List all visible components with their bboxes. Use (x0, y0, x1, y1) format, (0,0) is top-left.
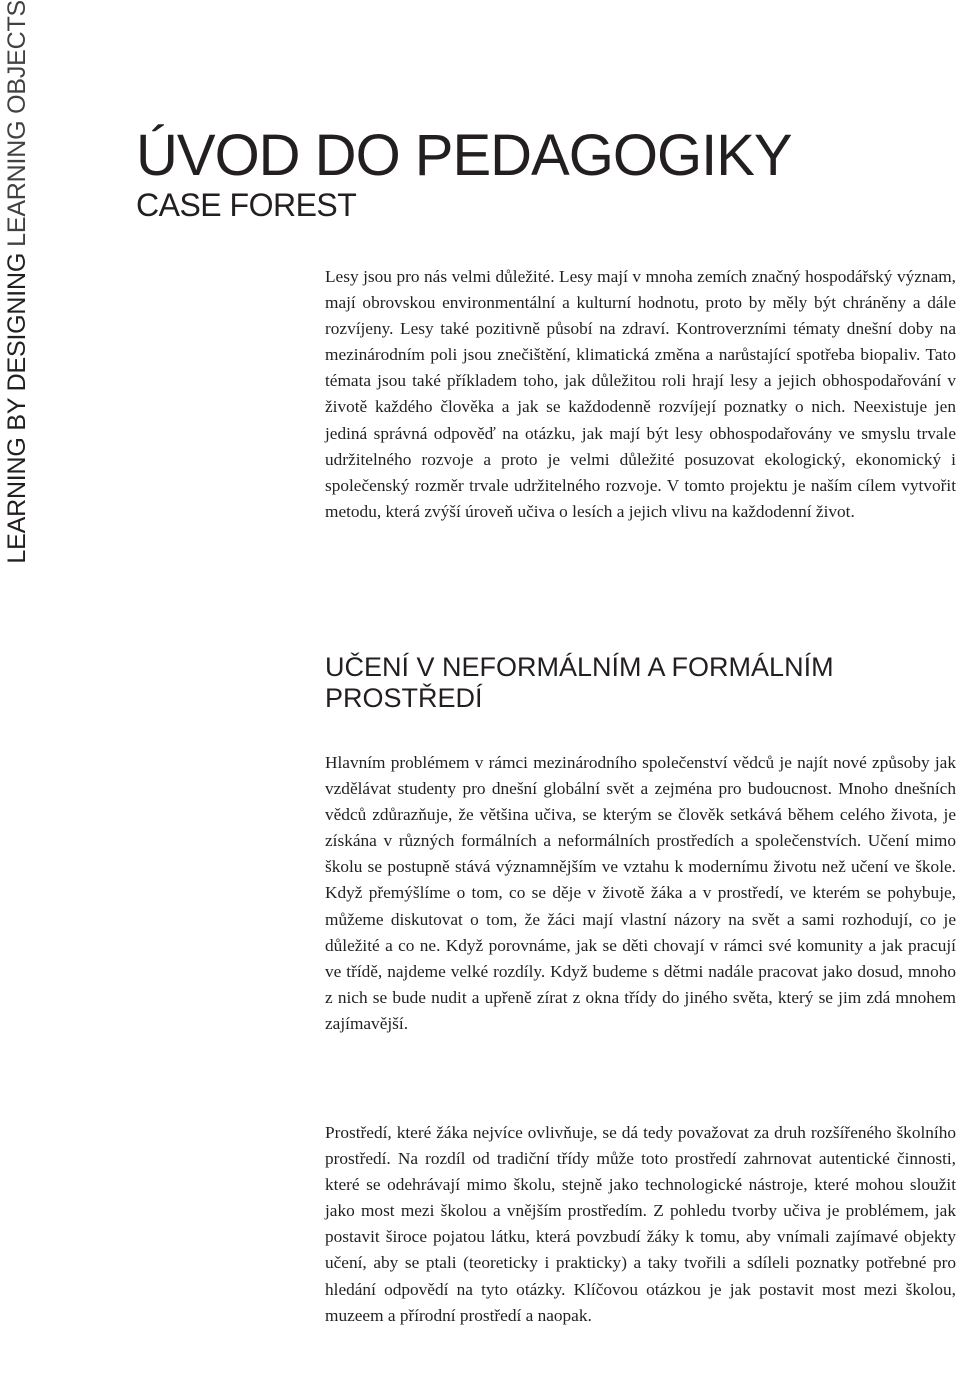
page-title: ÚVOD DO PEDAGOGIKY (136, 123, 792, 188)
page-subtitle: CASE FOREST (136, 187, 357, 223)
series-label-secondary: LEARNING OBJECTS (3, 0, 31, 247)
series-label-primary: LEARNING BY DESIGNING (3, 252, 31, 564)
section-paragraph-2: Prostředí, které žáka nejvíce ovlivňuje, se dá tedy považovat za druh rozšířeného školního prostředí. Na rozdíl od tradiční třídy může toto prostředí zahrnovat autentické činnosti, které se odehrávají mimo školu, stejně jako technologické nástroje, které mohou sloužit jako most mezi školou a vnějším prostředím. Z pohledu tvorby učiva je problémem, jak postavit široce pojatou látku, která povzbudí žáky k tomu, aby vnímali zajímavé objekty učení, aby se ptali (teoreticky i prakticky) a taky tvořili a sdíleli poznatky potřebné pro hledání odpovědí na tyto otázky. Klíčovou otázkou je jak postavit most mezi školou, muzeem a přírodní prostředí a naopak. (325, 1123, 956, 1325)
section-heading: UČENÍ V NEFORMÁLNÍM A FORMÁLNÍM PROSTŘEDÍ (325, 652, 834, 713)
section-paragraph-1: Hlavním problémem v rámci mezinárodního společenství vědců je najít nové způsoby jak vzdělávat studenty pro dnešní globální svět a zejména pro budoucnost. Mnoho dnešních vědců zdůrazňuje, že většina učiva, se kterým se člověk setkává během celého života, je získána v různých formálních a neformálních prostředích a společenstvích. Učení mimo školu se postupně stává významnějším ve vztahu k modernímu životu než učení ve škole. Když přemýšlíme o tom, co se děje v životě žáka a v prostředí, ve kterém se pohybuje, můžeme diskutovat o tom, že žáci mají vlastní názory na svět a sami rozhodují, co je důležité a co ne. Když porovnáme, jak se děti chovají v rámci své komunity a jak pracují ve třídě, najdeme velké rozdíly. Když budeme s dětmi nadále pracovat jako dosud, mnoho z nich se bude nudit a upřeně zírat z okna třídy do jiného světa, který se jim zdá mnohem zajímavější. (325, 753, 956, 1033)
side-series-label (0, 0, 34, 564)
intro-paragraph: Lesy jsou pro nás velmi důležité. Lesy mají v mnoha zemích značný hospodářský význam, mají obrovskou environmentální a kulturní hodnotu, proto by měly být chráněny a dále rozvíjeny. Lesy také pozitivně působí na zdraví. Kontroverzními tématy dnešní doby na mezinárodním poli jsou znečištění, klimatická změna a narůstající spotřeba biopaliv. Tato témata jsou také příkladem toho, jak důležitou roli hrají lesy a jejich obhospodařování v životě každého člověka a jak se každodenně rozvíjejí poznatky o nich. Neexistuje jen jediná správná odpověď na otázku, jak mají být lesy obhospodařovány ve smyslu trvale udržitelného rozvoje a proto je velmi důležité posuzovat ekologický, ekonomický i společenský rozměr trvale udržitelného rozvoje. V tomto projektu je naším cílem vytvořit metodu, která zvýší úroveň učiva o lesích a jejich vlivu na každodenní život. (325, 267, 956, 521)
